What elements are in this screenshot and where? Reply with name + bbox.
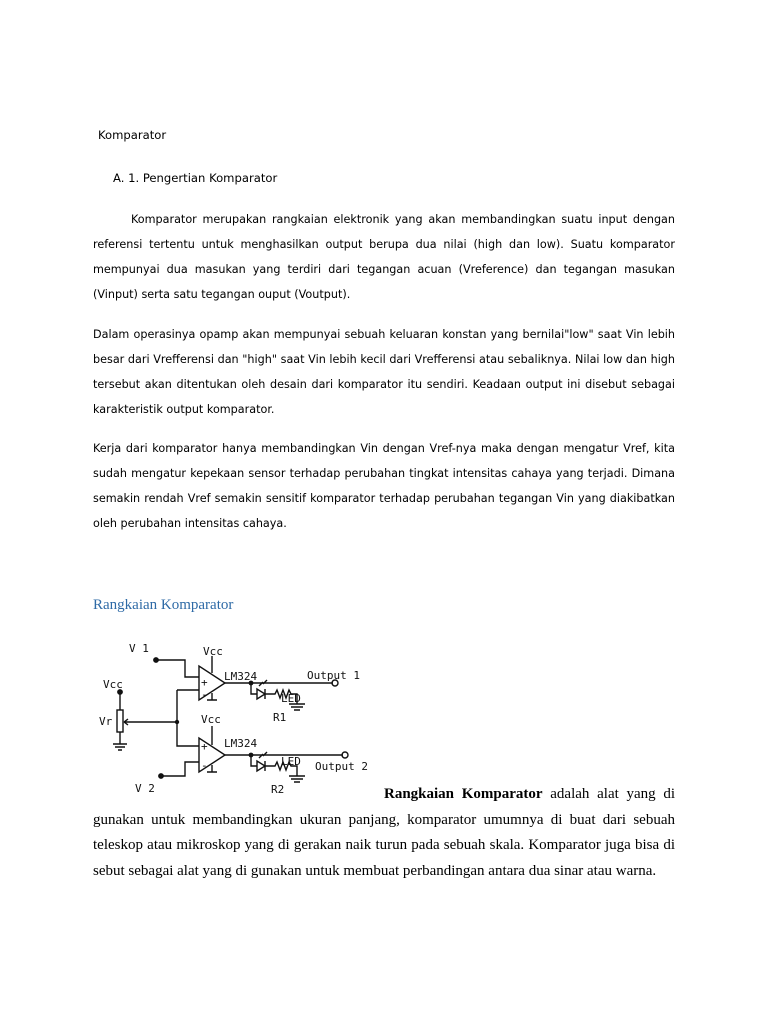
label-r2: R2 <box>271 783 285 796</box>
paragraph-1: Komparator merupakan rangkaian elektronik yang akan membandingkan suatu input dengan referensi tertentu untuk menghasilkan output berupa dua nilai (high dan low). Suatu komparator mempunyai dua masukan yang terdiri dari tegangan acuan (Vreference) dan tegangan masukan (Vinput) serta satu tegangan ouput (Voutput). <box>93 213 675 301</box>
label-v2: V 2 <box>135 782 155 795</box>
label-vcc-left: Vcc <box>103 678 123 691</box>
section-heading: A. 1. Pengertian Komparator <box>113 171 278 185</box>
label-plus-1: + <box>201 676 208 689</box>
closing-paragraph <box>93 782 675 884</box>
label-vcc-top-1: Vcc <box>203 645 223 658</box>
closing-bold-term: Rangkaian Komparator <box>384 786 543 802</box>
figure-float-spacer <box>93 782 384 802</box>
label-ic-2: LM324 <box>224 737 258 750</box>
paragraph-3: Kerja dari komparator hanya membandingkan Vin dengan Vref-nya maka dengan mengatur Vref, kita sudah mengatur kepekaan sensor terhadap perubahan tingkat intensitas cahaya yang terjadi. Dimana semakin rendah Vref semakin sensitif komparator terhadap perubahan tegangan Vin yang diakibatkan oleh perubahan intensitas cahaya. <box>93 442 675 530</box>
paragraph-2: Dalam operasinya opamp akan mempunyai sebuah keluaran konstan yang bernilai"low" saat Vin lebih besar dari Vrefferensi dan "high" saat Vin lebih kecil dari Vrefferensi atau sebaliknya. Nilai low dan high tersebut akan ditentukan oleh desain dari komparator itu sendiri. Keadaan output ini disebut sebagai karakteristik output komparator. <box>93 328 675 416</box>
document-title: Komparator <box>98 128 167 142</box>
label-led-1: LED <box>281 692 301 705</box>
label-ic-1: LM324 <box>224 670 258 683</box>
closing-text: adalah alat yang di gunakan untuk membandingkan ukuran panjang, komparator umumnya di buat dari sebuah teleskop atau mikroskop yang di gerakan naik turun pada sebuah skala. Komparator juga bisa di sebut sebagai alat yang di gunakan untuk membuat perbandingan antara dua sinar atau warna. <box>93 786 676 879</box>
comparator-circuit-diagram <box>93 636 383 798</box>
label-vr: Vr <box>99 715 113 728</box>
label-v1: V 1 <box>129 642 149 655</box>
label-plus-2: + <box>201 740 208 753</box>
label-r1: R1 <box>273 711 287 724</box>
label-vcc-top-2: Vcc <box>201 713 221 726</box>
circuit-subheading: Rangkaian Komparator <box>93 597 234 613</box>
label-minus-2: - <box>201 759 208 772</box>
label-output-1: Output 1 <box>307 669 360 682</box>
label-minus-1: - <box>201 688 208 701</box>
label-output-2: Output 2 <box>315 760 368 773</box>
label-led-2: LED <box>281 755 301 768</box>
